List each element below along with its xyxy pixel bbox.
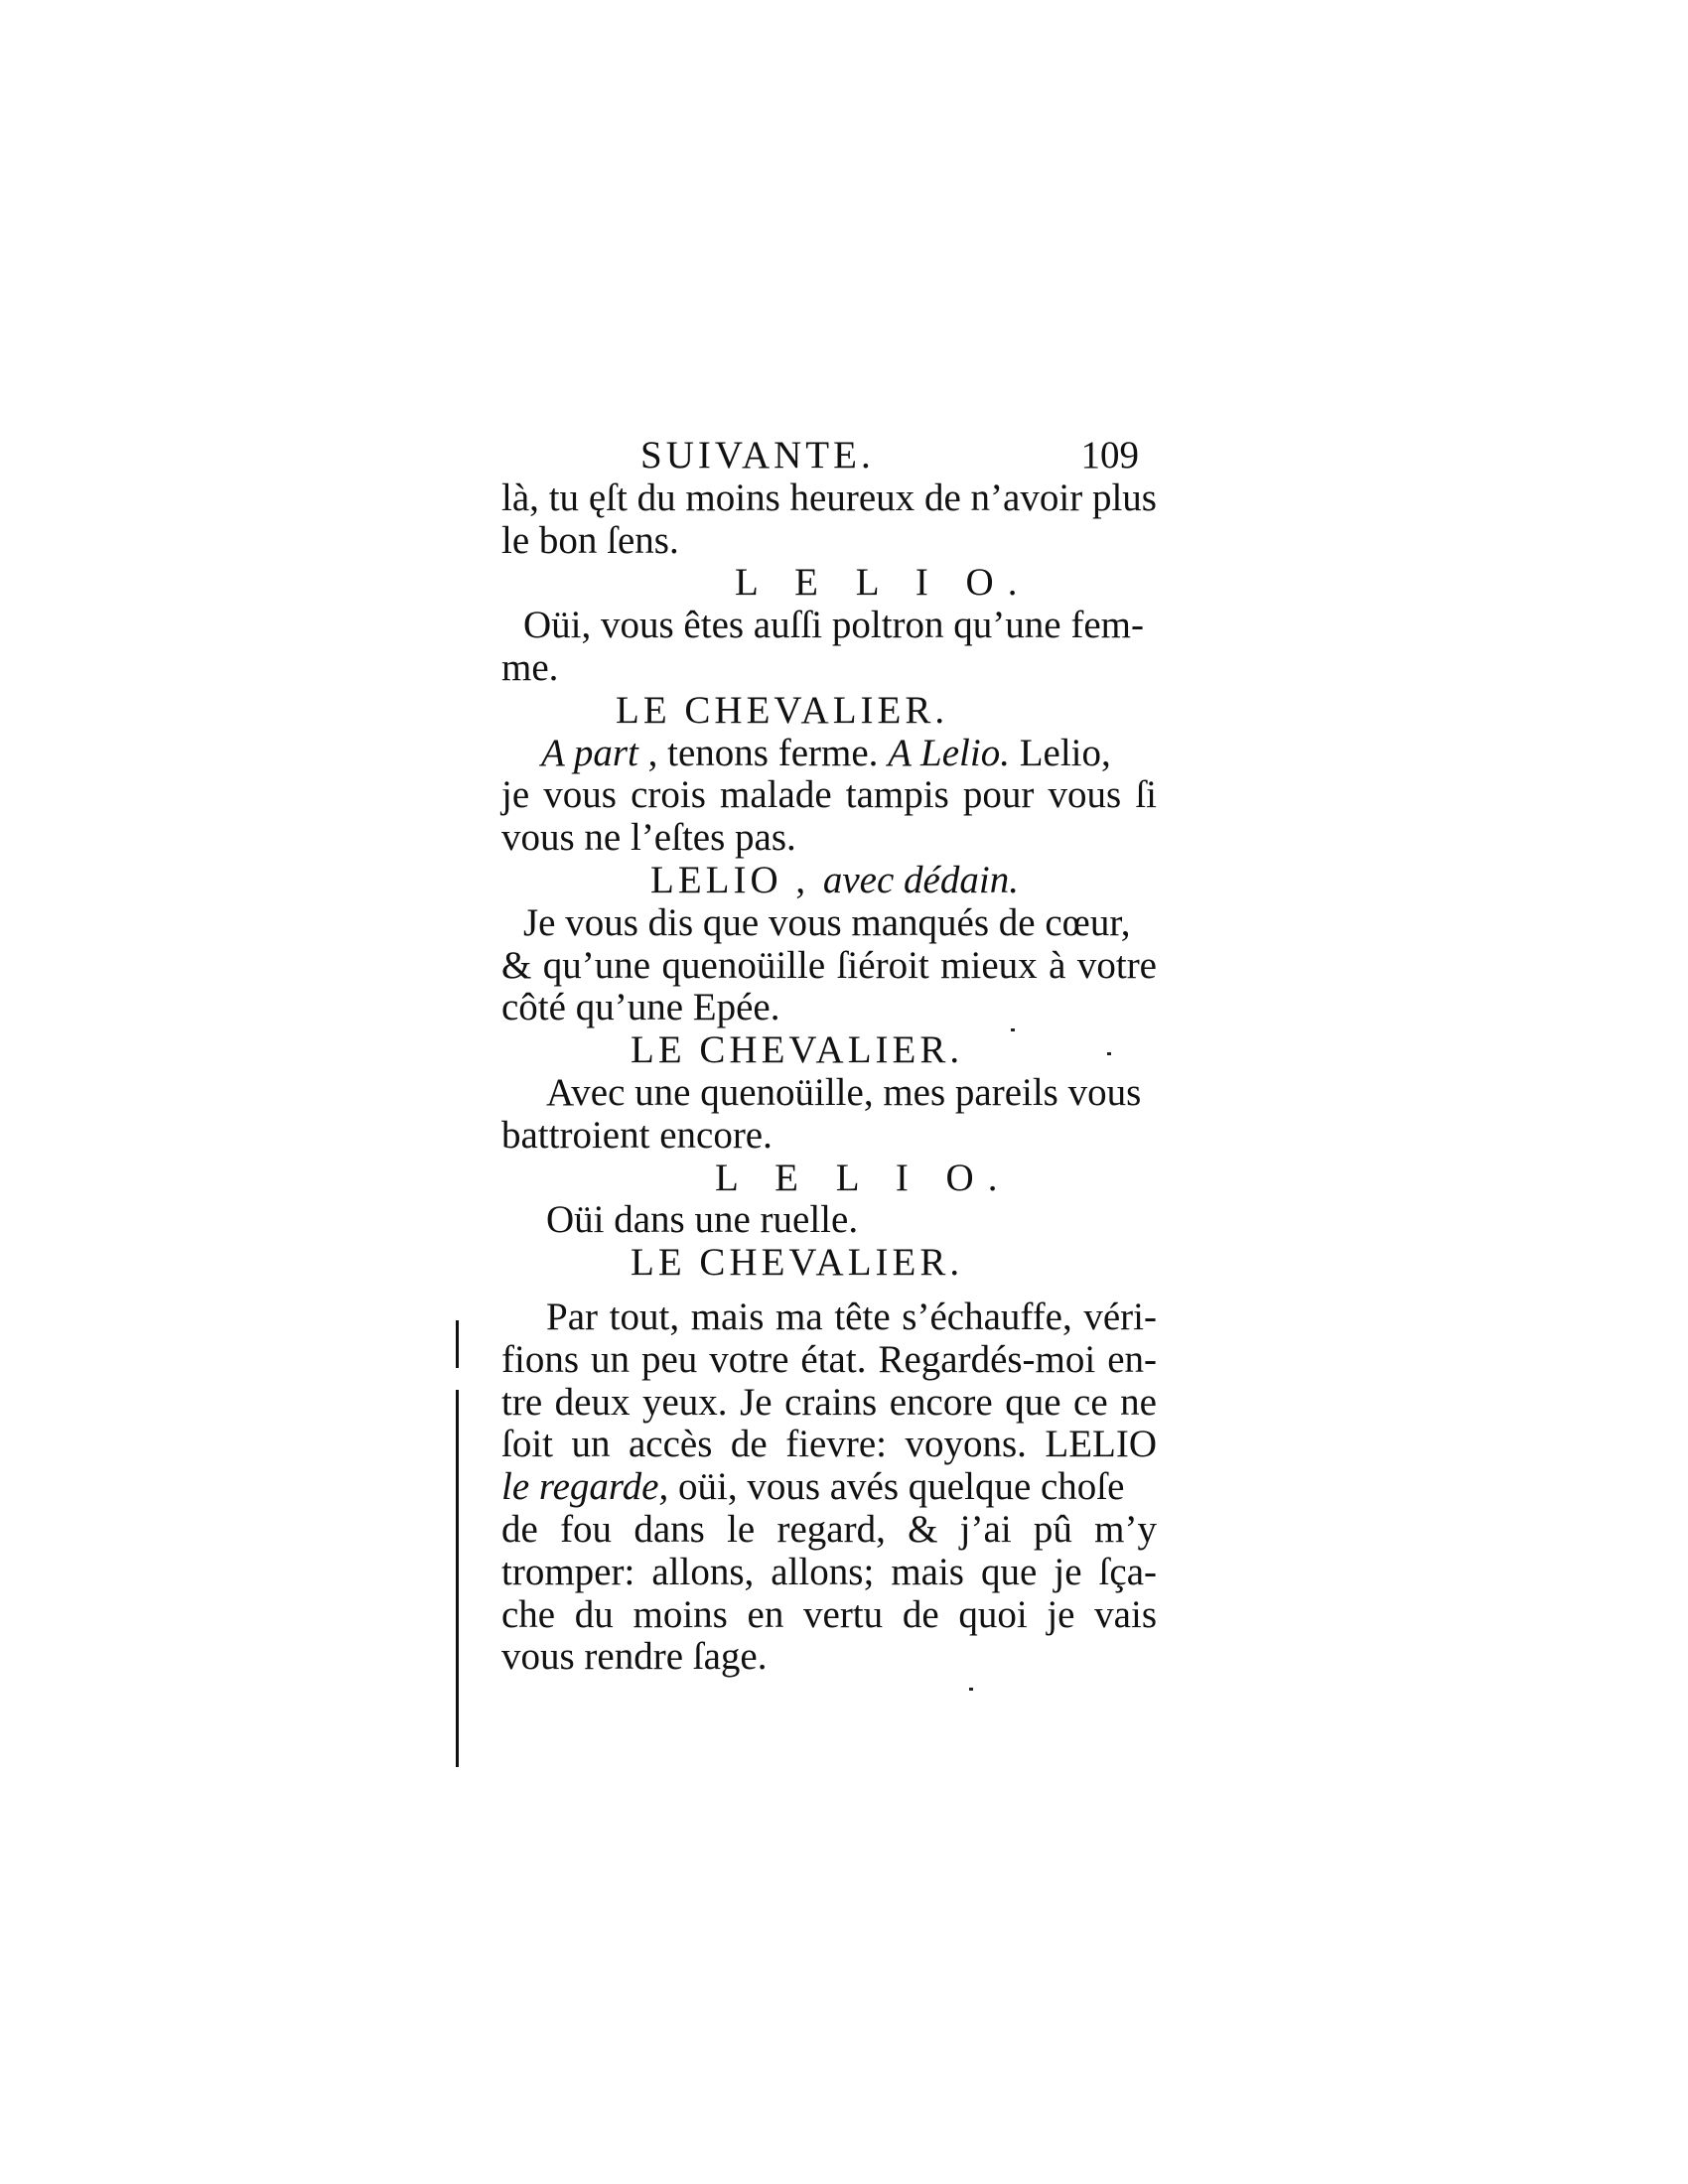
ink-speck [969, 1688, 973, 1691]
margin-rule-upper [456, 1320, 459, 1368]
text-line: Oüi, vous êtes auſſi poltron qu’une fem- [523, 604, 1144, 647]
text-line: me. [501, 645, 559, 689]
text-line: che du moins en vertu de quoi je vais [501, 1592, 1157, 1636]
text-line: vous rendre ſage. [501, 1635, 768, 1679]
speaker-name: LE CHEVALIER. [631, 1028, 964, 1072]
text-line: côté qu’une Epée. [501, 986, 780, 1029]
text-line: A part , tenons ferme. A Lelio. Lelio, [541, 731, 1111, 774]
stage-direction: le regarde, [501, 1465, 669, 1509]
text-line: Je vous dis que vous manqués de cœur, [523, 900, 1131, 944]
running-title: SUIVANTE. [640, 434, 875, 477]
page-text [501, 435, 1157, 1679]
text-line: fions un peu votre état. Regardés-moi en- [501, 1337, 1157, 1381]
text-line: de fou dans le regard, & j’ai pû m’y [501, 1507, 1157, 1551]
speaker-name: L E L I O. [715, 1156, 1012, 1199]
text-line: le bon ſens. [501, 518, 679, 562]
running-head [501, 435, 1157, 478]
text-line: battroient encore. [501, 1113, 773, 1157]
text-line: tre deux yeux. Je crains encore que ce ne [501, 1380, 1157, 1424]
text-line: & qu’une quenoüille ſiéroit mieux à votre [501, 943, 1157, 987]
text-line: tromper: allons, allons; mais que je ſça- [501, 1550, 1157, 1593]
text-line: le regarde, oüi, vous avés quelque choſe [501, 1465, 1125, 1509]
speaker-name: L E L I O. [735, 561, 1032, 605]
text-line: ſoit un accès de fievre: voyons. LELIO [501, 1423, 1157, 1466]
speaker-name: LE CHEVALIER. [616, 688, 949, 732]
speaker-name: LE CHEVALIER. [631, 1241, 964, 1285]
text-line: je vous crois malade tampis pour vous ſi [501, 773, 1157, 817]
stage-direction: avec dédain. [822, 858, 1019, 901]
text-line: là, tu ęſt du moins heureux de n’avoir plus [501, 476, 1157, 519]
text-line: Par tout, mais ma tête s’échauffe, véri- [546, 1295, 1157, 1338]
text-line: Avec une quenoüille, mes pareils vous [546, 1070, 1142, 1114]
text-line: Oüi dans une ruelle. [546, 1198, 859, 1242]
stage-direction: A Lelio. [888, 731, 1010, 774]
speaker-name: LELIO , avec dédain. [650, 858, 1019, 901]
text-line: vous ne l’eſtes pas. [501, 816, 796, 860]
page-number: 109 [1080, 434, 1139, 477]
stage-direction: A part [541, 731, 638, 774]
margin-rule-lower [456, 1390, 459, 1767]
